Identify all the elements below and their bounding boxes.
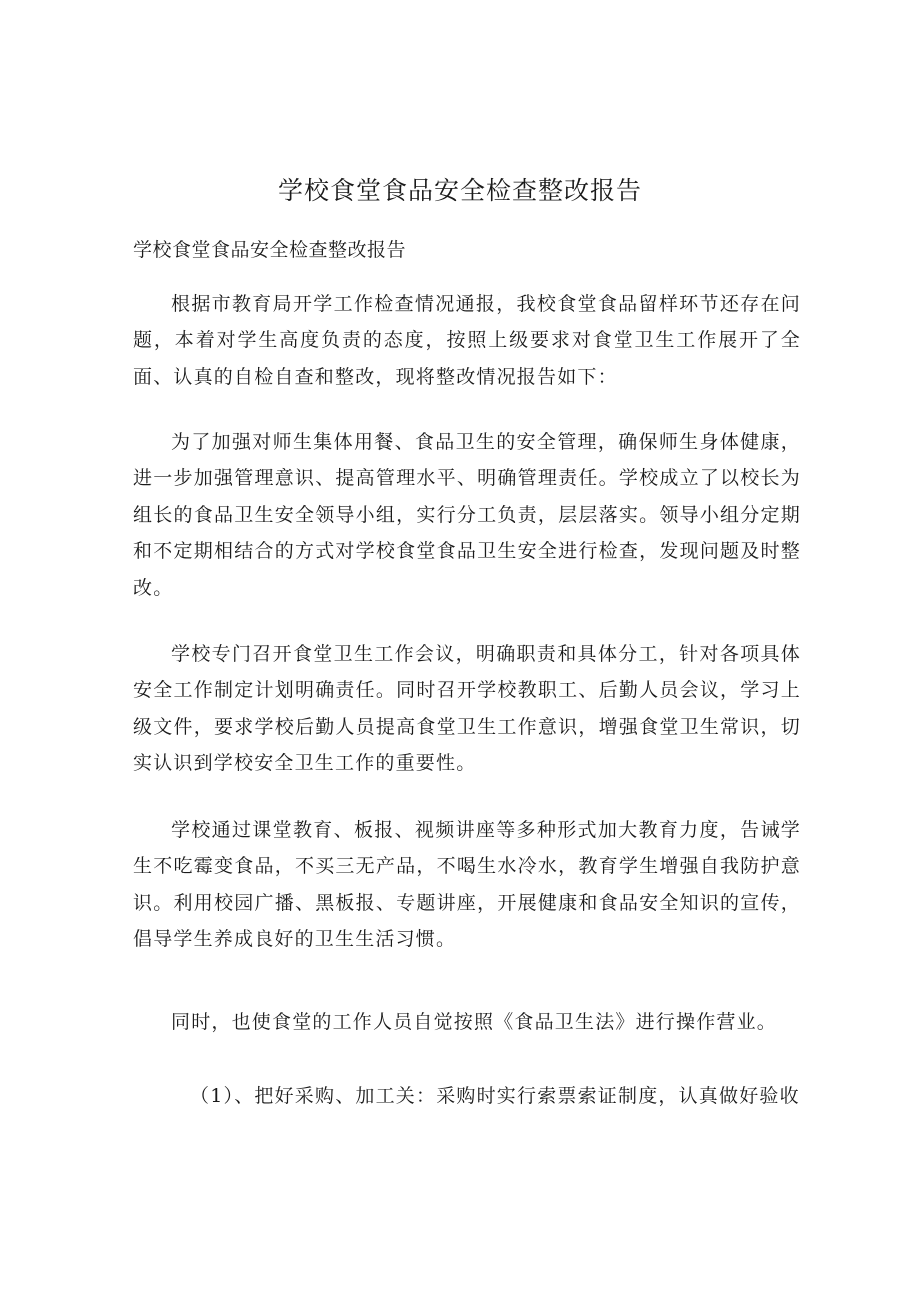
document-title: 学校食堂食品安全检查整改报告	[277, 176, 642, 205]
document-subtitle: 学校食堂食品安全检查整改报告	[133, 239, 407, 261]
paragraph-procurement: （1）、把好采购、加工关：采购时实行索票索证制度，认真做好验收	[190, 1085, 800, 1107]
paragraph-staff: 同时，也使食堂的工作人员自觉按照《食品卫生法》进行操作营业。	[171, 1011, 778, 1033]
paragraph-leadership: 为了加强对师生集体用餐、食品卫生的安全管理，确保师生身体健康，进一步加强管理意识、提高管理水平、明确管理责任。学校成立了以校长为组长的食品卫生安全领导小组，实行分工负责，层层落实。领导小组分定期和不定期相结合的方式对学校食堂食品卫生安全进行检查，发现问题及时整改。	[133, 431, 801, 599]
paragraph-education: 学校通过课堂教育、板报、视频讲座等多种形式加大教育力度，告诫学生不吃霉变食品，不买三无产品，不喝生水冷水，教育学生增强自我防护意识。利用校园广播、黑板报、专题讲座，开展健康和食品安全知识的宣传，倡导学生养成良好的卫生生活习惯。	[133, 819, 801, 951]
paragraph-intro: 根据市教育局开学工作检查情况通报，我校食堂食品留样环节还存在问题，本着对学生高度负责的态度，按照上级要求对食堂卫生工作展开了全面、认真的自检自查和整改，现将整改情况报告如下：	[133, 293, 801, 388]
paragraph-meeting: 学校专门召开食堂卫生工作会议，明确职责和具体分工，针对各项具体安全工作制定计划明确责任。同时召开学校教职工、后勤人员会议，学习上级文件，要求学校后勤人员提高食堂卫生工作意识，增强食堂卫生常识，切实认识到学校安全卫生工作的重要性。	[133, 643, 801, 775]
